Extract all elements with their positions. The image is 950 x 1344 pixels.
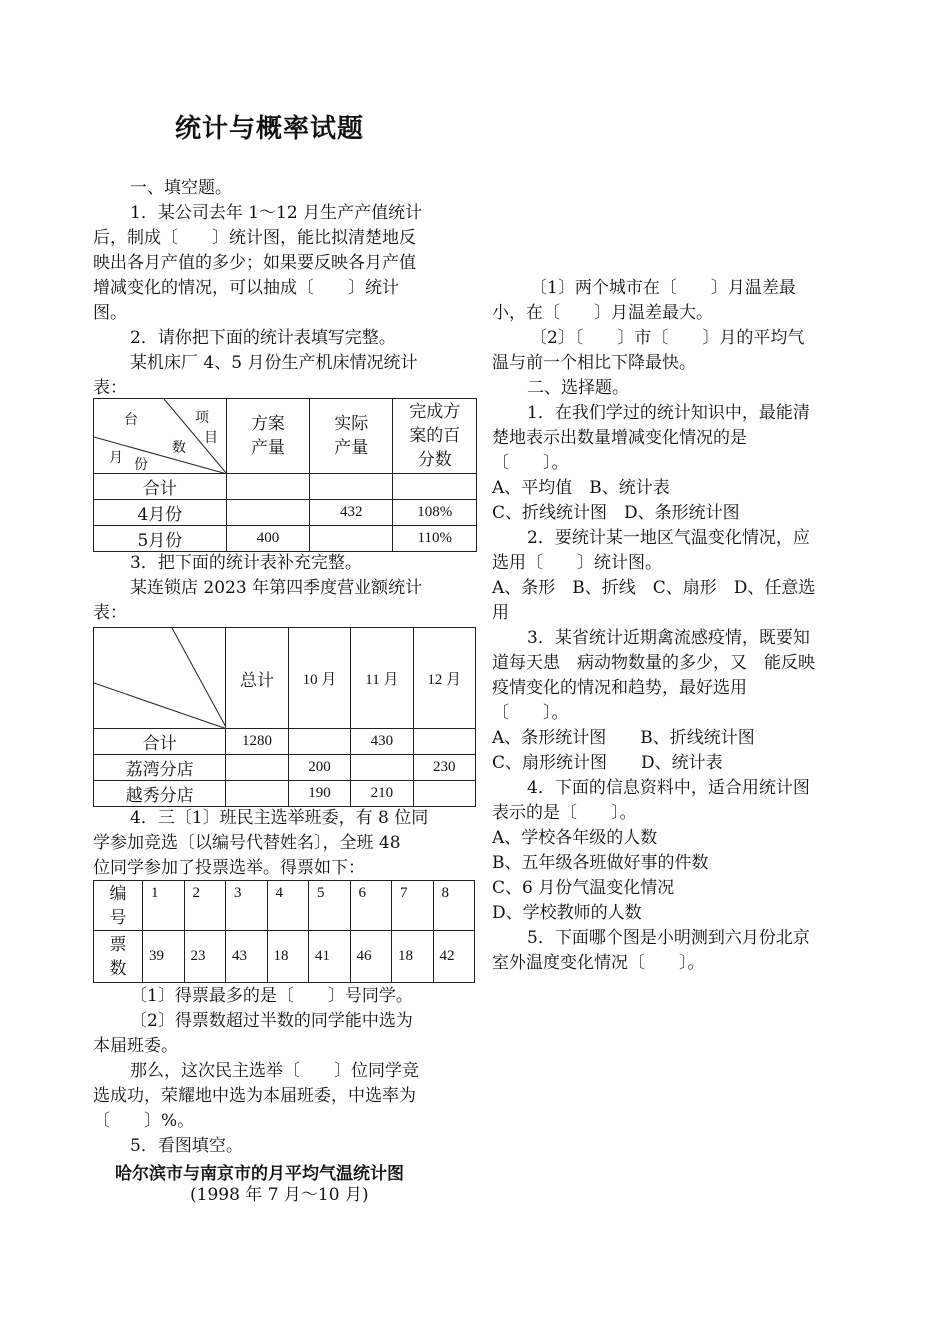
- cell: 41: [309, 931, 351, 983]
- cell: 46: [350, 931, 392, 983]
- q5-sub-line4: 温与前一个相比下降最快。: [492, 353, 696, 373]
- q2-line3: 表：: [93, 378, 127, 398]
- c1-line1: 1．在我们学过的统计知识中，最能清: [527, 403, 810, 423]
- cell: 5: [309, 881, 351, 931]
- q4-line1: 4．三〔1〕班民主选举班委，有 8 位同: [130, 808, 429, 828]
- chart-title: 哈尔滨市与南京市的月平均气温统计图: [115, 1164, 404, 1184]
- cell: 1280: [226, 729, 289, 755]
- c4-option-c: C、6 月份气温变化情况: [492, 878, 675, 898]
- c1-line2: 楚地表示出数量增减变化情况的是: [492, 428, 747, 448]
- cell: 23: [184, 931, 226, 983]
- q5-sub-line2: 小，在〔 〕月温差最大。: [492, 303, 713, 323]
- c4-line1: 4．下面的信息资料中，适合用统计图: [527, 778, 810, 798]
- c4-option-d: D、学校教师的人数: [492, 903, 642, 923]
- cell: 108%: [393, 500, 477, 526]
- row-label-id: 编 号: [94, 881, 143, 931]
- cell: 42: [433, 931, 475, 983]
- q2-line2: 某机床厂 4、5 月份生产机床情况统计: [130, 353, 418, 373]
- c2-line1: 2．要统计某一地区气温变化情况，应: [527, 528, 810, 548]
- cell: 6: [350, 881, 392, 931]
- cell: [413, 729, 475, 755]
- c4-option-b: B、五年级各班做好事的件数: [492, 853, 709, 873]
- c3-options-1: A、条形统计图 B、折线统计图: [492, 728, 755, 748]
- c4-line2: 表示的是〔 〕。: [492, 803, 637, 823]
- q1-line4: 增减变化的情况，可以抽成〔 〕统计: [93, 278, 399, 298]
- table1-diagonal-header: [94, 399, 227, 474]
- cell: 210: [351, 781, 413, 807]
- cell: [226, 500, 309, 526]
- cell: 432: [310, 500, 393, 526]
- store-revenue-table: [93, 627, 476, 807]
- header-percent: 完成方 案的百 分数: [393, 399, 477, 474]
- q1-line1: 1．某公司去年 1～12 月生产产值统计: [130, 203, 423, 223]
- cell: [226, 781, 289, 807]
- cell: 110%: [393, 526, 477, 552]
- cell: 7: [392, 881, 434, 931]
- cell: [310, 474, 393, 500]
- header-total: 总计: [226, 628, 289, 729]
- c3-line4: 〔 〕。: [492, 703, 569, 723]
- corner-shu: 数: [172, 440, 186, 456]
- q4-sub-line1: 〔1〕得票最多的是〔 〕号同学。: [130, 986, 413, 1006]
- q5-sub-line3: 〔2〕〔 〕市〔 〕月的平均气: [530, 328, 805, 348]
- row-label: 合计: [94, 474, 227, 500]
- cell: 43: [226, 931, 268, 983]
- c3-options-2: C、扇形统计图 D、统计表: [492, 753, 723, 773]
- q4-line3: 位同学参加了投票选举。得票如下：: [93, 858, 365, 878]
- corner-xiang: 项: [195, 410, 209, 426]
- c3-line1: 3．某省统计近期禽流感疫情，既要知: [527, 628, 810, 648]
- corner-fen: 份: [134, 457, 148, 473]
- q4-sub-line4: 那么，这次民主选举〔 〕位同学竞: [130, 1061, 419, 1081]
- header-actual: 实际 产量: [310, 399, 393, 474]
- c3-line3: 疫情变化的情况和趋势，最好选用: [492, 678, 747, 698]
- diagonal-lines: [94, 628, 226, 729]
- c3-line2: 道每天患 病动物数量的多少，又 能反映: [492, 653, 815, 673]
- cell: [288, 729, 350, 755]
- c1-options-2: C、折线统计图 D、条形统计图: [492, 503, 740, 523]
- cell: [226, 474, 309, 500]
- cell: 18: [392, 931, 434, 983]
- row-label: 4月份: [94, 500, 227, 526]
- q1-line2: 后，制成〔 〕统计图，能比拟清楚地反: [93, 228, 416, 248]
- cell: 18: [267, 931, 309, 983]
- cell: 400: [226, 526, 309, 552]
- table-row: [94, 474, 477, 500]
- c4-option-a: A、学校各年级的人数: [492, 828, 658, 848]
- row-label-votes: 票 数: [94, 931, 143, 983]
- cell: 39: [143, 931, 185, 983]
- c5-line1: 5．下面哪个图是小明测到六月份北京: [527, 928, 810, 948]
- c5-line2: 室外温度变化情况〔 〕。: [492, 953, 705, 973]
- table-row: [94, 526, 477, 552]
- q4-line2: 学参加竞选〔以编号代替姓名〕，全班 48: [93, 833, 401, 853]
- c1-options-1: A、平均值 B、统计表: [492, 478, 670, 498]
- q3-line1: 3．把下面的统计表补充完整。: [130, 553, 362, 573]
- c2-options-1: A、条形 B、折线 C、扇形 D、任意选: [492, 578, 816, 598]
- cell: [393, 474, 477, 500]
- q5-sub-line1: 〔1〕两个城市在〔 〕月温差最: [530, 278, 796, 298]
- c2-options-2: 用: [492, 603, 509, 623]
- q4-sub-line6: 〔 〕%。: [93, 1111, 195, 1131]
- q1-line5: 图。: [93, 303, 127, 323]
- cell: 1: [143, 881, 185, 931]
- cell: [351, 755, 413, 781]
- table-row: [94, 500, 477, 526]
- section-1-heading: 一、填空题。: [130, 178, 232, 198]
- c2-line2: 选用〔 〕统计图。: [492, 553, 662, 573]
- q3-line2: 某连锁店 2023 年第四季度营业额统计: [130, 578, 423, 598]
- corner-tai: 台: [124, 412, 138, 428]
- row-label: 荔湾分店: [94, 755, 226, 781]
- section-2-heading: 二、选择题。: [527, 378, 629, 398]
- q5-heading: 5．看图填空。: [130, 1136, 243, 1156]
- header-plan: 方案 产量: [226, 399, 309, 474]
- cell: [413, 781, 475, 807]
- cell: 230: [413, 755, 475, 781]
- cell: 2: [184, 881, 226, 931]
- q4-sub-line3: 本届班委。: [93, 1036, 178, 1056]
- cell: 190: [288, 781, 350, 807]
- q1-line3: 映出各月产值的多少；如果要反映各月产值: [93, 253, 416, 273]
- table-row: [94, 931, 475, 983]
- table-row: [94, 781, 476, 807]
- cell: 4: [267, 881, 309, 931]
- q4-sub-line2: 〔2〕得票数超过半数的同学能中选为: [130, 1011, 413, 1031]
- page-title: 统计与概率试题: [175, 114, 365, 144]
- cell: 200: [288, 755, 350, 781]
- machine-production-table: [93, 398, 477, 552]
- q2-line1: 2．请你把下面的统计表填写完整。: [130, 328, 396, 348]
- corner-yue: 月: [109, 450, 123, 466]
- header-dec: 12 月: [413, 628, 475, 729]
- row-label: 越秀分店: [94, 781, 226, 807]
- header-nov: 11 月: [351, 628, 413, 729]
- q4-sub-line5: 选成功，荣耀地中选为本届班委，中选率为: [93, 1086, 416, 1106]
- table-row: [94, 881, 475, 931]
- c1-line3: 〔 〕。: [492, 453, 569, 473]
- cell: [226, 755, 289, 781]
- cell: 3: [226, 881, 268, 931]
- table-row: [94, 729, 476, 755]
- row-label: 合计: [94, 729, 226, 755]
- cell: 430: [351, 729, 413, 755]
- table-row: [94, 755, 476, 781]
- corner-mu: 目: [204, 430, 218, 446]
- cell: 8: [433, 881, 475, 931]
- vote-table: [93, 880, 475, 983]
- cell: [310, 526, 393, 552]
- q3-line3: 表：: [93, 603, 127, 623]
- chart-subtitle: (1998 年 7 月～10 月): [190, 1185, 369, 1205]
- table2-diagonal-header: [94, 628, 226, 729]
- header-oct: 10 月: [288, 628, 350, 729]
- row-label: 5月份: [94, 526, 227, 552]
